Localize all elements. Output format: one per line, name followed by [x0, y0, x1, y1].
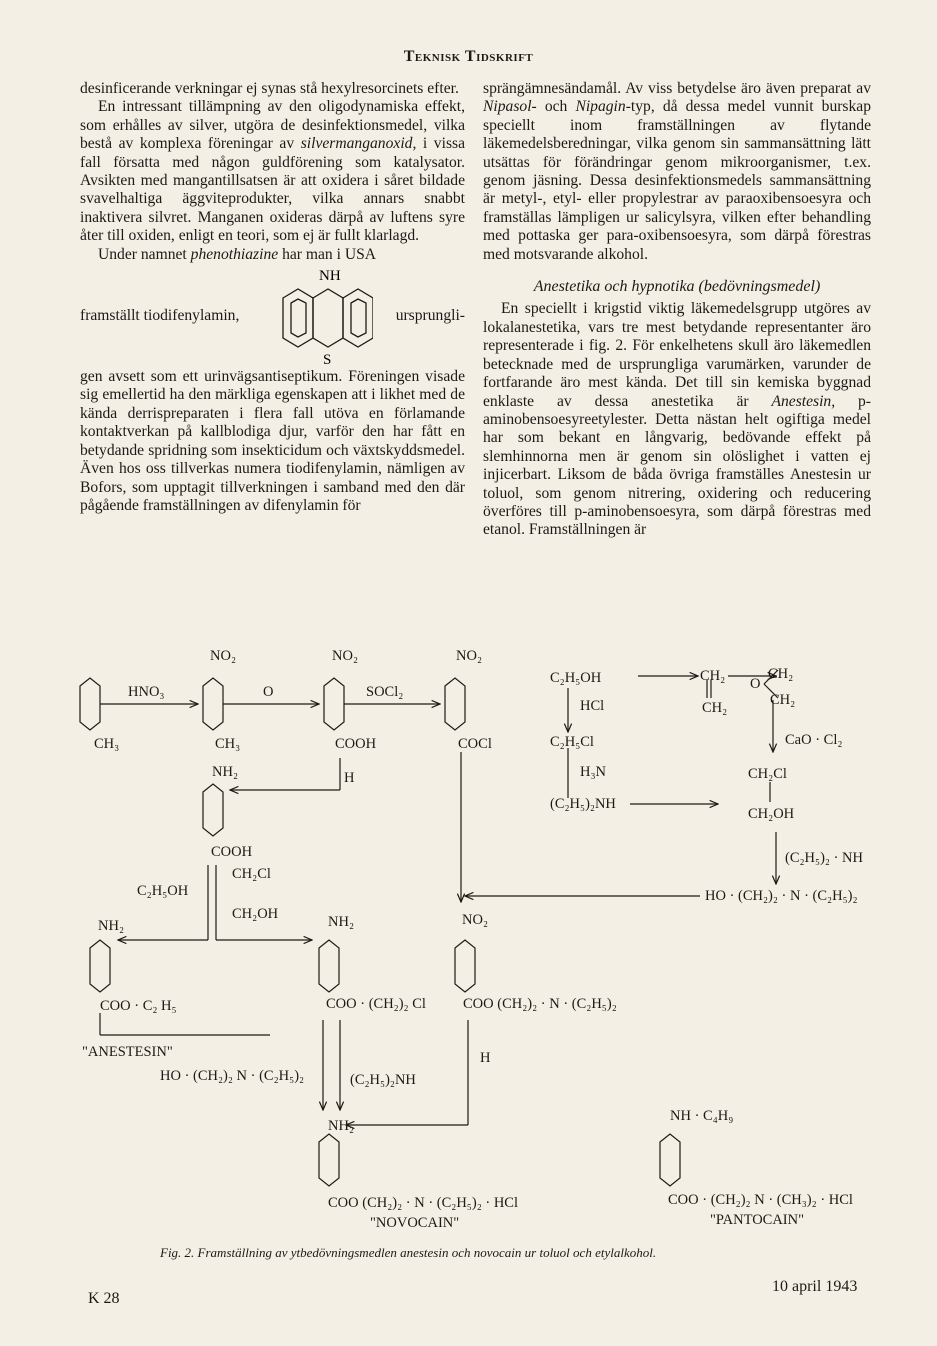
formula-label: (C₂H₅)₂NH: [550, 796, 616, 812]
formula-label: NO₂: [456, 648, 482, 664]
formula-label: HO · (CH₂)₂ · N · (C₂H₅)₂: [705, 888, 858, 904]
paragraph: [80, 246, 465, 264]
text-run: p-aminobensoesyreetylester. Detta nästan helt ogiftiga medel har som bekant en långvarig, bedövande effekt på slemhinnorna men är genom sin olöslighet i vatten ej injicerbart. Liksom de båda övriga framställes Anestesin ur toluol, som genom nitrering, oxidering och reducering överföres till p-aminobensoesyra, som därpå förestras med etanol. Framställningen är: [483, 392, 871, 539]
reagent-label: CaO · Cl₂: [785, 732, 843, 748]
formula-label: NH · C₄H₉: [670, 1108, 734, 1124]
tiodifenylamin-structure: [80, 268, 465, 364]
thiazine-ring: [313, 289, 343, 347]
left-column: [80, 80, 465, 515]
emphasis: Nipasol-: [483, 98, 537, 116]
emphasis: phenothiazine: [190, 245, 279, 263]
product-name-anestesin: "ANESTESIN": [82, 1044, 173, 1060]
nh-label: NH: [318, 268, 341, 285]
formula-label: CH₂: [770, 692, 796, 708]
reagent-label: HNO₃: [128, 684, 165, 700]
reagent-label: (C₂H₅)₂NH: [350, 1072, 416, 1088]
benzene-ring: [319, 940, 339, 992]
benzene-ring: [343, 289, 373, 347]
formula-label: COCl: [458, 736, 492, 752]
formula-label: NO₂: [462, 912, 488, 928]
text-run: En intressant tillämpning av den oligodynamiska effekt, som erhålles av silver, utgöra de desinfektionsmedel, vilka bestå av komplexa föreningar av: [80, 98, 465, 153]
reagent-label: HCl: [580, 698, 605, 714]
emphasis: silvermanganoxid,: [300, 135, 417, 153]
formula-label: COOH: [211, 844, 253, 860]
paragraph: [483, 80, 871, 264]
reagent-label: CH₂OH: [232, 906, 279, 922]
reagent-label: HO · (CH₂)₂ N · (C₂H₅)₂: [160, 1068, 305, 1084]
emphasis: Anestesin,: [771, 392, 836, 410]
reaction-lines: [70, 640, 890, 1240]
reagent-label: (C₂H₅)₂ · NH: [785, 850, 863, 866]
benzene-ring: [324, 678, 344, 730]
reagent-label: H: [344, 770, 355, 786]
formula-label: COOH: [335, 736, 377, 752]
formula-label: COO · (CH₂)₂ Cl: [326, 996, 426, 1012]
struct-text-left: framställt tiodifenylamin,: [80, 306, 240, 324]
formula-label: CH₂OH: [748, 806, 795, 822]
formula-label: COO · C₂ H₅: [100, 998, 177, 1014]
benzene-ring: [455, 940, 475, 992]
formula-label: COO (CH₂)₂ · N · (C₂H₅)₂ · HCl: [328, 1195, 518, 1211]
text-run: har man i USA: [278, 245, 377, 263]
formula-label: NH₂: [328, 1118, 354, 1134]
formula-label: O: [750, 676, 761, 692]
product-name-pantocain: "PANTOCAIN": [710, 1212, 805, 1228]
benzene-ring: [283, 289, 313, 347]
text-run: -typ, då dessa medel vunnit burskap speciellt inom framställningen av flytande läkemedelsberedningar, vilka genom sin sammansättning lätt utsättas för förändringar genom mikroorganismer, t.ex. genom jäsning. Dessa desinfektionsmedels sammansättning är metyl-, etyl- eller propylestrar av paraoxibensoesyra och framställas lämpligen ur salicylsyra, vilken efter behandling med pottaska ger para-oxibensoesyra, som därpå förestras med motsvarande alkohol.: [483, 98, 872, 263]
paragraph: gen avsett som ett urinvägsantiseptikum. Föreningen visade sig emellertid ha den märkliga egenskapen att i likhet med de kända derrispreparaten i flera fall utöva en förlamande kontaktverkan på kallblodiga djur, varför den har fått en betydande spridning som insekticidum och växtskyddsmedel. Även hos oss tillverkas numera tiodifenylamin, nämligen av Bofors, som upptagit tillverkningen i samband med den där pågående framställningen av difenylamin för: [80, 368, 465, 514]
benzene-ring: [203, 678, 223, 730]
formula-label: CH₂: [768, 666, 794, 682]
paragraph: [80, 98, 465, 245]
issue-date: 10 april 1943: [772, 1278, 858, 1295]
text-run: i vissa fall försatta med någon guldförening som katalysator. Avsikten med mangantillsatsen är att oxidera i såret bildade svavelhaltiga äggviteprodukter, vilka annars snabbt inaktivera silvret. Manganen oxideras därpå av luftens syre åter till oxiden, enligt en teori, som ej är fullt klarlagd.: [80, 135, 465, 245]
reagent-label: C₂H₅OH: [137, 883, 189, 899]
emphasis: Nipagin: [575, 98, 626, 116]
formula-label: CH₂: [702, 700, 728, 716]
benzene-ring: [90, 940, 110, 992]
formula-label: CH₃: [94, 736, 120, 752]
text-run: Under namnet: [98, 245, 191, 263]
running-head: Teknisk Tidskrift: [403, 48, 534, 65]
product-name-novocain: "NOVOCAIN": [370, 1215, 460, 1231]
right-column: [483, 80, 871, 540]
benzene-ring: [445, 678, 465, 730]
inner-bond: [351, 299, 366, 337]
figure-2-reaction-scheme: [70, 640, 890, 1240]
reagent-label: O: [263, 684, 274, 700]
page-number: K 28: [88, 1290, 120, 1307]
formula-label: CH₃: [215, 736, 241, 752]
phenothiazine-rings: [263, 268, 373, 364]
benzene-ring: [203, 784, 223, 836]
figure-caption: Fig. 2. Framställning av ytbedövningsmedlen anestesin och novocain ur toluol och etylalkohol.: [160, 1245, 657, 1260]
paragraph: desinficerande verkningar ej synas stå hexylresorcinets efter.: [80, 80, 459, 97]
benzene-ring: [319, 1134, 339, 1186]
formula-label: COO · (CH₂)₂ N · (CH₃)₂ · HCl: [668, 1192, 853, 1208]
text-run: En speciellt i krigstid viktig läkemedelsgrupp utgöres av lokalanestetika, vars tre mest betydande representanter äro representerade i fig. 2. För enkelhetens skull äro läkemedlen betecknade med de ursprungliga varumärken, varunder de fortfarande äro mest kända. Det till sin kemiska byggnad enklaste av dessa anestetika är: [483, 300, 871, 410]
formula-label: CH₂Cl: [748, 766, 787, 782]
formula-label: NO₂: [332, 648, 358, 664]
text-run: och: [536, 98, 576, 116]
formula-label: NH₂: [98, 918, 124, 934]
formula-label: COO (CH₂)₂ · N · (C₂H₅)₂: [463, 996, 617, 1012]
formula-label: NO₂: [210, 648, 236, 664]
s-label: S: [322, 352, 331, 365]
reagent-label: H: [480, 1050, 491, 1066]
section-heading: Anestetika och hypnotika (bedövningsmedel): [533, 278, 821, 296]
formula-label: CH₂: [700, 668, 726, 684]
reagent-label: CH₂Cl: [232, 866, 271, 882]
formula-label: C₂H₅Cl: [550, 734, 594, 750]
formula-label: NH₂: [328, 914, 354, 930]
benzene-ring: [660, 1134, 680, 1186]
formula-label: C₂H₅OH: [550, 670, 602, 686]
struct-text-right: ursprungli-: [395, 306, 465, 324]
reagent-label: H₃N: [580, 764, 606, 780]
text-run: sprängämnesändamål. Av viss betydelse äro även preparat av: [483, 80, 871, 97]
reagent-label: SOCl₂: [366, 684, 404, 700]
inner-bond: [291, 299, 306, 337]
formula-label: NH₂: [212, 764, 238, 780]
benzene-ring: [80, 678, 100, 730]
paragraph: [483, 300, 871, 539]
